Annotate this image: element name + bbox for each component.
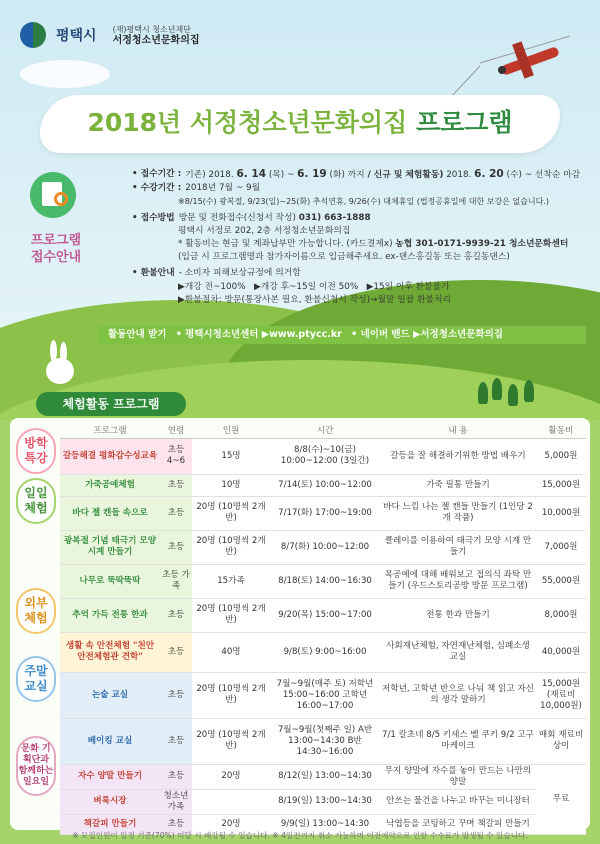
link-bar-label: 활동안내 받기 xyxy=(108,329,167,340)
bank-note: (입금 시 프로그램명과 참가자이름으로 입금해주세요. ex-댄스홍길동 또는 홍길동댄스) xyxy=(178,252,510,263)
table-row: 광복절 기념 태극기 모양 시계 만들기 초등 20명 (10명씩 2개반) 8/7(화) 10:00~12:00 클레이를 이용하여 태극기 모양 시계 만들기 7,000원 xyxy=(60,530,586,564)
table-row: 책갈피 만들기 초등 20명 9/9(일) 13:00~14:30 낙엽등을 코팅하고 꾸며 책갈피 만들기 xyxy=(60,814,586,834)
tree-icon xyxy=(524,380,534,402)
refund-process: ▶환불절차: 방문(통장사본 필요, 환불신청서 작성)→월말 일괄 환불처리 xyxy=(178,294,451,305)
table-row: 추억 가득 전통 한과 초등 20명 (10명씩 2개반) 9/20(목) 15:00~17:00 전통 한과 만들기 8,000원 xyxy=(60,598,586,632)
title-highlight: 프로그램 xyxy=(415,108,513,137)
refund-info: • 환불안내 - 소비자 피해보상규정에 의거함 xyxy=(132,268,301,279)
table-header: 프로그램 연령 인원 시간 내 용 활동비 xyxy=(60,422,586,438)
table-row: 자수 양말 만들기 초등 20명 8/12(일) 13:00~14:30 무지 양말에 자수를 놓아 만드는 나만의 양말 무료 xyxy=(60,764,586,789)
logo-text: 평택시 xyxy=(56,28,97,44)
table-row: 생활 속 안전체험 "천안 안전체험관 견학" 초등 40명 9/8(토) 9:00~16:00 사회재난체험, 자연재난체험, 심폐소생 교실 40,000원 xyxy=(60,632,586,672)
refund-rules: ▶개강 전~100% ▶개강 후~15일 이전 50% ▶15일 이후 환불불가 xyxy=(178,281,450,292)
table-row: 바다 젤 캔들 속으로 초등 20명 (10명씩 2개반) 7/17(화) 17:00~19:00 바다 느낌 나는 젤 캔들 만들기 (1인당 2개 작품) 10,000원 xyxy=(60,496,586,530)
category-external: 외부 체험 xyxy=(16,588,56,634)
reception-info xyxy=(132,168,592,307)
reception-guide-label: 프로그램 접수안내 xyxy=(30,233,82,265)
table-row: 벼룩시장 청소년 가족 8/19(일) 13:00~14:30 안쓰는 물건을 나누고 바꾸는 미니장터 xyxy=(60,789,586,814)
title-main: 2018년 서정청소년문화의집 xyxy=(87,108,408,137)
holiday-note: ※8/15(수) 광복절, 9/23(일)~25(화) 추석연휴, 9/26(수) 대체휴일 (법정공휴일에 대한 보강은 없습니다.) xyxy=(178,197,550,207)
category-sunday: 문화 기획단과 함께하는 일요일 xyxy=(16,736,56,796)
table-row: 갈등해결 평화감수성교육 초등 4~6 15명 8/8(수)~10(금) 10:00~12:00 (3일간) 갈등을 잘 해결하기위한 방법 배우기 5,000원 xyxy=(60,438,586,474)
tree-icon xyxy=(508,384,518,406)
footnote: ※ 모집인원이 일정 기준(70%) 미달 시 폐강될 수 있습니다. ※ 4일전까지 취소 가능하며 이전에약으로 인한 수수료가 발생될 수 있습니다. xyxy=(72,831,528,840)
category-vacation: 방학 특강 xyxy=(16,428,56,474)
rabbit-icon xyxy=(40,340,80,386)
reception-method: • 접수방법 방문 및 전화접수(신청서 작성) 031) 663-1888 xyxy=(132,212,371,223)
program-table xyxy=(60,422,586,835)
reception-period: • 접수기간 : 기존) 2018. 6. 14 (목) ~ 6. 19 (화) 까지 / 신규 및 체험활동) 2018. 6. 20 (수) ~ 선착순 마감 xyxy=(132,168,581,180)
header xyxy=(20,22,200,48)
tree-icon xyxy=(478,382,488,404)
payment-info: * 활동비는 현금 및 계좌납부만 가능합니다. (카드결제x) 농협 301-0171-9939-21 청소년문화센터 xyxy=(178,239,569,250)
website-link[interactable]: • 평택시청소년센터 ▶www.ptycc.kr xyxy=(175,329,342,340)
table-row: 나무로 뚝딱뚝딱 초등 가족 15가족 8/18(토) 14:00~16:30 목공예에 대해 배워보고 접의식 좌탁 만들기 (우드스토리공방 방문 프로그램) 55,000원 xyxy=(60,564,586,598)
tree-icon xyxy=(492,378,502,400)
city-logo-icon xyxy=(20,22,46,48)
category-daily: 일일 체험 xyxy=(16,478,56,524)
document-search-icon xyxy=(30,172,76,218)
table-row: 가죽공예체험 초등 10명 7/14(토) 10:00~12:00 가죽 필통 만들기 15,000원 xyxy=(60,474,586,496)
table-row: 베이킹 교실 초등 20명 (10명씩 2개반) 7월~9월(첫째주 일) A반 13:00~14:30 B반 14:30~16:00 7/1 칼초네 8/5 키세스 벨 쿠키 9/2 고구마케이크 매회 재료비 상이 xyxy=(60,718,586,764)
section-title: 체험활동 프로그램 xyxy=(36,392,186,416)
address: 평택시 서정로 202, 2층 서정청소년문화의집 xyxy=(178,225,351,236)
page-title xyxy=(0,103,600,139)
link-bar xyxy=(98,326,586,344)
table-row: 논술 교실 초등 20명 (10명씩 2개반) 7월~9월(매주 토) 저학년 15:00~16:00 고학년 16:00~17:00 저학년, 고학년 반으로 나눠 책 읽고 자신의 생각 말하기 15,000원 (재료비 10,000원) xyxy=(60,672,586,718)
category-weekend: 주말 교실 xyxy=(16,656,56,702)
class-period: • 수강기간 : 2018년 7월 ~ 9월 xyxy=(132,183,261,194)
organization xyxy=(113,24,200,46)
org-line1: (재)평택시 청소년재단 xyxy=(112,25,191,34)
org-line2: 서정청소년문화의집 xyxy=(112,35,200,46)
airplane-icon xyxy=(440,28,570,98)
band-link[interactable]: • 네이버 밴드 ▶서정청소년문화의집 xyxy=(351,329,503,340)
cloud xyxy=(20,60,110,88)
